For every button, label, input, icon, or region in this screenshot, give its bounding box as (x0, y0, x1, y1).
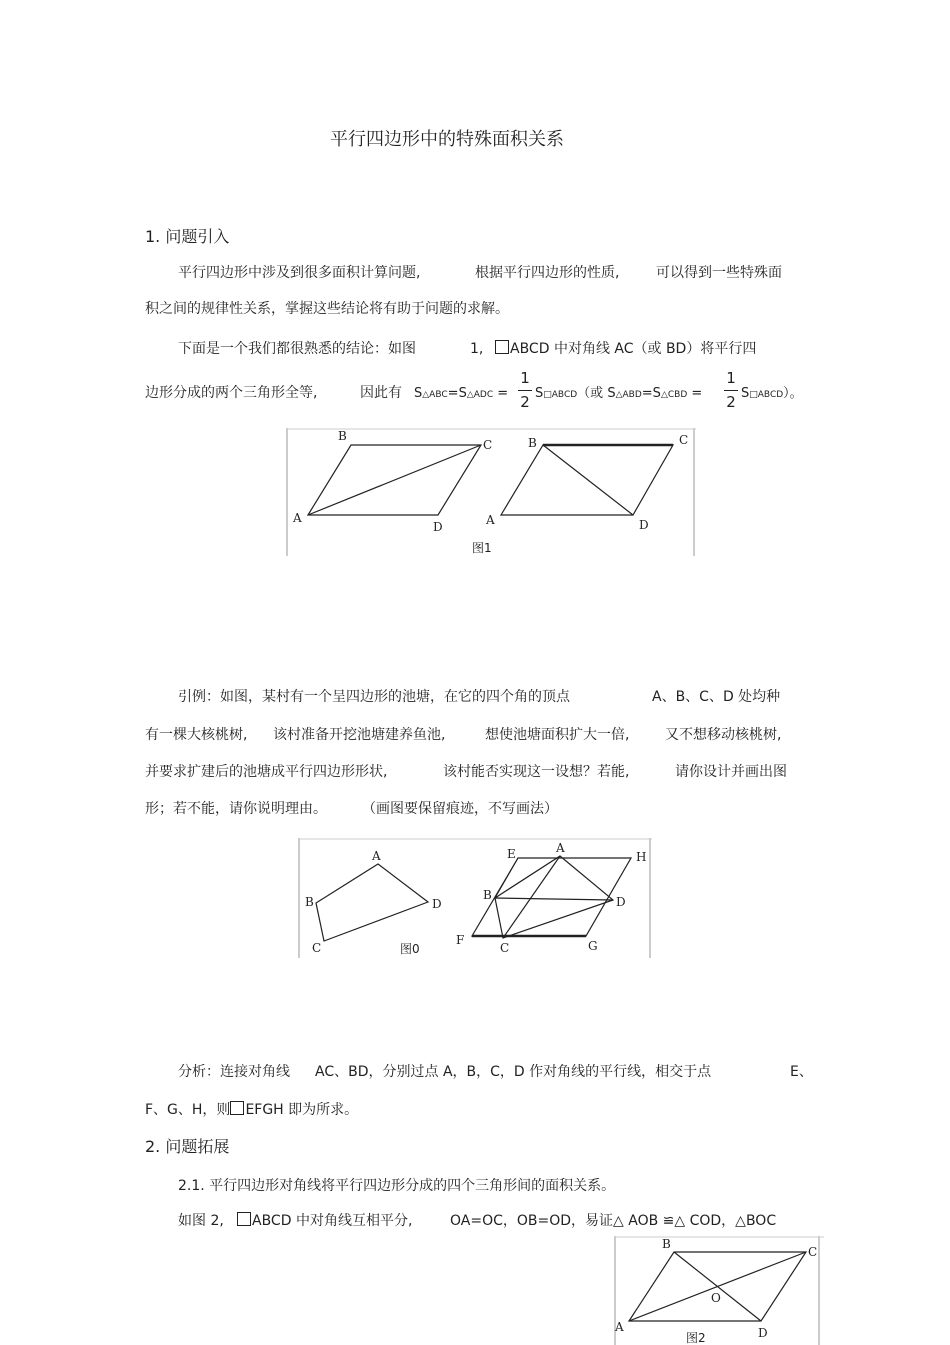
figure-0 (298, 838, 652, 960)
paragraph-text: ABCD 中对角线 AC（或 BD）将平行四 (495, 340, 756, 358)
paragraph-text: 因此有 (360, 385, 402, 401)
vertex-label-c: C (312, 941, 322, 955)
section-2-heading: 2. 问题拓展 (145, 1137, 230, 1156)
vertex-label-d: D (616, 895, 626, 909)
paragraph-text: 积之间的规律性关系，掌握这些结论将有助于问题的求解。 (145, 301, 509, 317)
vertex-label-f: F (456, 933, 465, 947)
vertex-label-h: H (636, 850, 647, 864)
quadrilateral-pond (316, 864, 428, 941)
quadrilateral-abcd (495, 856, 613, 938)
diagonal-bd (674, 1252, 761, 1321)
parallelogram-symbol (495, 340, 509, 354)
vertex-label-g: G (588, 939, 598, 953)
vertex-label-a: A (486, 513, 495, 527)
paragraph-text: F、G、H，则 EFGH 即为所求。 (145, 1102, 359, 1118)
parallelogram-symbol (230, 1101, 244, 1115)
paragraph-text: （画图要保留痕迹，不写画法） (362, 801, 558, 817)
paragraph-text: A、B、C、D 处均种 (652, 689, 781, 705)
figure-caption: 图1 (472, 541, 492, 555)
figure-caption: 图2 (686, 1331, 706, 1345)
vertex-label-c: C (483, 438, 493, 452)
vertex-label-c: C (679, 433, 689, 447)
vertex-label-b: B (483, 888, 492, 902)
vertex-label-b: B (305, 895, 314, 909)
diagonal-bd (495, 898, 613, 900)
parallelogram-symbol (237, 1212, 251, 1226)
paragraph-text: 可以得到一些特殊面 (656, 265, 782, 281)
diagonal-ac (308, 445, 481, 515)
paragraph-text: 有一棵大核桃树, (145, 727, 248, 743)
paragraph-text: 如图 2, (178, 1213, 224, 1229)
vertex-label-d: D (432, 897, 442, 911)
section-1-heading: 1. 问题引入 (145, 227, 230, 246)
paragraph-text: 引例：如图，某村有一个呈四边形的池塘，在它的四个角的顶点 (178, 689, 570, 705)
vertex-label-d: D (433, 520, 443, 534)
paragraph-text: 下面是一个我们都很熟悉的结论：如图 (178, 341, 416, 357)
paragraph-text: 1, (470, 341, 484, 357)
fraction-denominator: 2 (520, 393, 530, 411)
figure-caption: 图0 (400, 942, 420, 956)
paragraph-text: 根据平行四边形的性质, (475, 265, 620, 281)
paragraph-text: 该村准备开挖池塘建养鱼池, (273, 727, 446, 743)
vertex-label-b: B (662, 1237, 671, 1251)
paragraph-text: 2.1. 平行四边形对角线将平行四边形分成的四个三角形间的面积关系。 (178, 1178, 616, 1194)
vertex-label-c: C (500, 941, 510, 955)
paragraph-text: 平行四边形中涉及到很多面积计算问题, (178, 265, 421, 281)
fraction-bar (724, 390, 738, 391)
fraction-bar (518, 390, 532, 391)
diagonal-bd (543, 445, 633, 515)
vertex-label-a: A (556, 841, 565, 855)
figure-1 (286, 428, 696, 558)
paragraph-text: E、 (790, 1064, 813, 1080)
paragraph-text: AC、BD，分别过点 A，B，C，D 作对角线的平行线，相交于点 (315, 1064, 712, 1080)
figure-2 (614, 1236, 824, 1345)
paragraph-text: 形；若不能，请你说明理由。 (145, 801, 327, 817)
vertex-label-a: A (293, 511, 302, 525)
area-formula-middle: S□ABCD（或 S△ABD=S△CBD = (535, 386, 703, 401)
paragraph-text: 请你设计并画出图 (675, 764, 787, 780)
paragraph-text: 并要求扩建后的池塘成平行四边形形状, (145, 764, 388, 780)
fraction-denominator: 2 (726, 393, 736, 411)
paragraph-text: 分析：连接对角线 (178, 1064, 290, 1080)
paragraph-text: 边形分成的两个三角形全等, (145, 385, 318, 401)
area-formula-right: S□ABCD）。 (741, 386, 803, 401)
vertex-label-d: D (639, 518, 649, 532)
intersection-label-o: O (711, 1291, 721, 1305)
paragraph-text: OA=OC，OB=OD，易证△ AOB ≌△ COD，△BOC (450, 1213, 777, 1229)
paragraph-text: 该村能否实现这一设想？若能, (443, 764, 630, 780)
vertex-label-b: B (338, 429, 347, 443)
parallelogram-abcd-2 (501, 445, 673, 515)
fraction-numerator: 1 (520, 369, 530, 387)
fraction-numerator: 1 (726, 369, 736, 387)
paragraph-text: 又不想移动核桃树, (665, 727, 782, 743)
vertex-label-b: B (528, 436, 537, 450)
vertex-label-d: D (758, 1326, 768, 1340)
page-title: 平行四边形中的特殊面积关系 (330, 129, 564, 150)
vertex-label-a: A (372, 849, 381, 863)
paragraph-text: 想使池塘面积扩大一倍, (485, 727, 630, 743)
vertex-label-a: A (615, 1320, 624, 1334)
area-formula-left: S△ABC=S△ADC = (414, 386, 509, 401)
vertex-label-c: C (808, 1245, 818, 1259)
paragraph-text: ABCD 中对角线互相平分, (237, 1212, 412, 1230)
vertex-label-e: E (507, 847, 516, 861)
